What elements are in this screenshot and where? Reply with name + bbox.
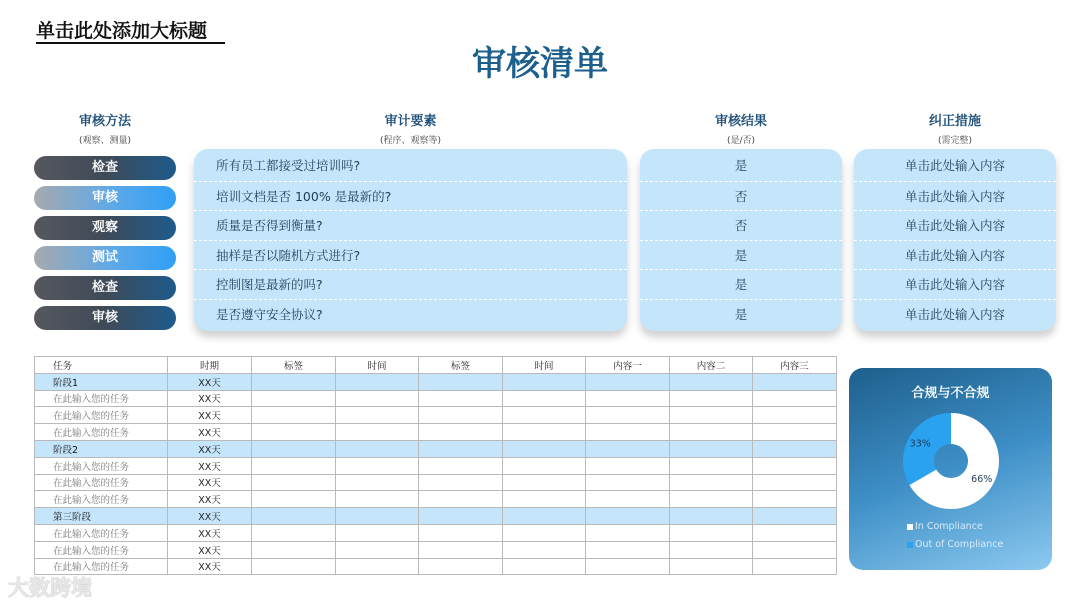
task-cell[interactable]: 阶段1 <box>35 373 168 390</box>
empty-cell[interactable] <box>503 424 586 441</box>
watermark-logo: 大数跨境 <box>8 576 92 600</box>
column-heading-title: 审核结果 <box>714 114 767 129</box>
empty-cell[interactable] <box>586 558 670 575</box>
empty-cell[interactable] <box>419 491 503 508</box>
audit-result[interactable]: 是 <box>734 158 748 173</box>
empty-cell[interactable] <box>670 457 753 474</box>
empty-cell[interactable] <box>252 524 336 541</box>
corrective-action[interactable]: 单击此处输入内容 <box>904 158 1005 173</box>
empty-cell[interactable] <box>670 424 753 441</box>
column-heading-element <box>194 110 627 146</box>
task-row <box>35 424 837 441</box>
table-header-cell: 内容三 <box>753 357 837 374</box>
empty-cell[interactable] <box>419 424 503 441</box>
empty-cell[interactable] <box>753 424 837 441</box>
legend-item-out-of-compliance <box>907 539 1003 550</box>
empty-cell[interactable] <box>670 390 753 407</box>
schedule-table <box>34 356 837 575</box>
empty-cell[interactable] <box>503 474 586 491</box>
empty-cell[interactable] <box>419 457 503 474</box>
table-header-cell: 内容二 <box>670 357 753 374</box>
column-heading-title: 纠正措施 <box>928 114 981 129</box>
task-cell[interactable]: 在此输入您的任务 <box>35 390 168 407</box>
page-title: 审核清单 <box>472 44 608 84</box>
task-row <box>35 491 837 508</box>
empty-cell[interactable] <box>753 508 837 525</box>
period-cell[interactable]: XX天 <box>168 474 252 491</box>
audit-result[interactable]: 否 <box>640 181 842 211</box>
empty-cell[interactable] <box>503 524 586 541</box>
empty-cell[interactable] <box>419 373 503 390</box>
table-header-row <box>35 357 837 374</box>
empty-cell[interactable] <box>252 407 336 424</box>
corrective-action[interactable]: 单击此处输入内容 <box>854 240 1056 270</box>
empty-cell[interactable] <box>670 508 753 525</box>
table-header-cell: 时期 <box>168 357 252 374</box>
legend-swatch <box>907 542 913 548</box>
task-cell[interactable]: 第三阶段 <box>35 508 168 525</box>
empty-cell[interactable] <box>336 474 419 491</box>
empty-cell[interactable] <box>586 373 670 390</box>
empty-cell[interactable] <box>419 440 503 457</box>
task-cell[interactable]: 阶段2 <box>35 440 168 457</box>
audit-question[interactable]: 质量是否得到衡量? <box>194 210 627 240</box>
empty-cell[interactable] <box>336 524 419 541</box>
column-heading-result <box>640 110 842 146</box>
task-row <box>35 474 837 491</box>
corrective-action[interactable]: 单击此处输入内容 <box>854 181 1056 211</box>
empty-cell[interactable] <box>753 491 837 508</box>
empty-cell[interactable] <box>336 491 419 508</box>
empty-cell[interactable] <box>503 373 586 390</box>
task-cell[interactable]: 在此输入您的任务 <box>35 457 168 474</box>
audit-question[interactable]: 抽样是否以随机方式进行? <box>194 240 627 270</box>
legend-label: In Compliance <box>915 521 983 532</box>
empty-cell[interactable] <box>336 424 419 441</box>
corrective-action[interactable]: 单击此处输入内容 <box>854 210 1056 240</box>
empty-cell[interactable] <box>586 541 670 558</box>
empty-cell[interactable] <box>753 457 837 474</box>
task-row <box>35 390 837 407</box>
empty-cell[interactable] <box>586 524 670 541</box>
empty-cell[interactable] <box>503 390 586 407</box>
empty-cell[interactable] <box>670 440 753 457</box>
table-header-cell: 时间 <box>336 357 419 374</box>
donut-data-label: 33% <box>909 438 931 450</box>
empty-cell[interactable] <box>252 390 336 407</box>
empty-cell[interactable] <box>503 541 586 558</box>
empty-cell[interactable] <box>670 491 753 508</box>
audit-result[interactable]: 是 <box>640 299 842 329</box>
empty-cell[interactable] <box>252 491 336 508</box>
empty-cell[interactable] <box>336 457 419 474</box>
empty-cell[interactable] <box>753 541 837 558</box>
empty-cell[interactable] <box>503 457 586 474</box>
empty-cell[interactable] <box>252 457 336 474</box>
empty-cell[interactable] <box>586 457 670 474</box>
empty-cell[interactable] <box>753 524 837 541</box>
column-heading-subtitle: (是/否) <box>726 136 756 146</box>
task-cell[interactable]: 在此输入您的任务 <box>35 558 168 575</box>
empty-cell[interactable] <box>419 407 503 424</box>
column-heading-title: 审核方法 <box>78 114 131 129</box>
column-heading-subtitle: (需完整) <box>937 136 973 146</box>
empty-cell[interactable] <box>753 407 837 424</box>
audit-result[interactable]: 是 <box>640 269 842 299</box>
table-header-cell: 任务 <box>35 357 168 374</box>
audit-result[interactable]: 是 <box>640 240 842 270</box>
task-cell[interactable]: 在此输入您的任务 <box>35 407 168 424</box>
table-header-cell: 时间 <box>503 357 586 374</box>
task-cell[interactable]: 在此输入您的任务 <box>35 491 168 508</box>
empty-cell[interactable] <box>336 373 419 390</box>
empty-cell[interactable] <box>252 541 336 558</box>
donut-data-label: 66% <box>971 473 993 485</box>
empty-cell[interactable] <box>503 558 586 575</box>
empty-cell[interactable] <box>503 407 586 424</box>
audit-elements-panel <box>194 149 627 331</box>
empty-cell[interactable] <box>419 508 503 525</box>
empty-cell[interactable] <box>670 524 753 541</box>
empty-cell[interactable] <box>586 508 670 525</box>
task-row <box>35 407 837 424</box>
empty-cell[interactable] <box>586 440 670 457</box>
empty-cell[interactable] <box>586 390 670 407</box>
method-pill-test[interactable]: 测试 <box>34 246 176 270</box>
task-row <box>35 558 837 575</box>
table-header-cell: 标签 <box>419 357 503 374</box>
empty-cell[interactable] <box>503 491 586 508</box>
period-cell[interactable]: XX天 <box>168 407 252 424</box>
empty-cell[interactable] <box>586 424 670 441</box>
period-cell[interactable]: XX天 <box>168 491 252 508</box>
empty-cell[interactable] <box>252 373 336 390</box>
empty-cell[interactable] <box>753 558 837 575</box>
empty-cell[interactable] <box>670 541 753 558</box>
empty-cell[interactable] <box>336 508 419 525</box>
method-pill-audit[interactable]: 审核 <box>34 186 176 210</box>
empty-cell[interactable] <box>670 373 753 390</box>
method-pill-audit[interactable]: 审核 <box>34 306 176 330</box>
audit-question[interactable]: 是否遵守安全协议? <box>194 299 627 329</box>
task-cell[interactable]: 在此输入您的任务 <box>35 474 168 491</box>
audit-results-panel <box>640 149 842 331</box>
audit-question[interactable]: 培训文档是否 100% 是最新的? <box>194 181 627 211</box>
corner-title[interactable]: 单击此处添加大标题 <box>36 20 208 42</box>
empty-cell[interactable] <box>336 390 419 407</box>
corrective-action[interactable]: 单击此处输入内容 <box>854 269 1056 299</box>
empty-cell[interactable] <box>419 558 503 575</box>
corrective-action[interactable]: 单击此处输入内容 <box>854 299 1056 329</box>
task-cell[interactable]: 在此输入您的任务 <box>35 424 168 441</box>
empty-cell[interactable] <box>670 558 753 575</box>
empty-cell[interactable] <box>586 491 670 508</box>
audit-question[interactable]: 控制图是最新的吗? <box>194 269 627 299</box>
empty-cell[interactable] <box>252 474 336 491</box>
column-heading-title: 审计要素 <box>384 114 437 129</box>
stage-row <box>35 373 837 390</box>
period-cell[interactable]: XX天 <box>168 440 252 457</box>
compliance-chart-card <box>849 368 1052 570</box>
empty-cell[interactable] <box>753 390 837 407</box>
empty-cell[interactable] <box>586 407 670 424</box>
period-cell[interactable]: XX天 <box>168 424 252 441</box>
empty-cell[interactable] <box>252 440 336 457</box>
empty-cell[interactable] <box>503 440 586 457</box>
period-cell[interactable]: XX天 <box>168 457 252 474</box>
stage-row <box>35 508 837 525</box>
empty-cell[interactable] <box>336 440 419 457</box>
empty-cell[interactable] <box>252 558 336 575</box>
empty-cell[interactable] <box>336 558 419 575</box>
period-cell[interactable]: XX天 <box>168 558 252 575</box>
empty-cell[interactable] <box>419 524 503 541</box>
empty-cell[interactable] <box>252 424 336 441</box>
method-pill-observe[interactable]: 观察 <box>34 216 176 240</box>
period-cell[interactable]: XX天 <box>168 373 252 390</box>
empty-cell[interactable] <box>336 407 419 424</box>
empty-cell[interactable] <box>252 508 336 525</box>
empty-cell[interactable] <box>586 474 670 491</box>
empty-cell[interactable] <box>670 407 753 424</box>
stage-row <box>35 440 837 457</box>
period-cell[interactable]: XX天 <box>168 541 252 558</box>
legend-item-in-compliance <box>907 521 983 532</box>
task-row <box>35 457 837 474</box>
task-row <box>35 524 837 541</box>
empty-cell[interactable] <box>753 474 837 491</box>
column-heading-method <box>34 110 176 146</box>
corrective-actions-panel <box>854 149 1056 331</box>
empty-cell[interactable] <box>753 440 837 457</box>
table-header-cell: 内容一 <box>586 357 670 374</box>
audit-result[interactable]: 否 <box>640 210 842 240</box>
period-cell[interactable]: XX天 <box>168 390 252 407</box>
period-cell[interactable]: XX天 <box>168 524 252 541</box>
column-heading-subtitle: (观察、测量) <box>78 136 132 146</box>
empty-cell[interactable] <box>753 373 837 390</box>
table-header-cell: 标签 <box>252 357 336 374</box>
method-pill-inspect[interactable]: 检查 <box>34 156 176 180</box>
empty-cell[interactable] <box>419 541 503 558</box>
empty-cell[interactable] <box>336 541 419 558</box>
empty-cell[interactable] <box>670 474 753 491</box>
audit-question[interactable]: 所有员工都接受过培训吗? <box>216 158 361 173</box>
method-pill-inspect[interactable]: 检查 <box>34 276 176 300</box>
empty-cell[interactable] <box>419 474 503 491</box>
legend-label: Out of Compliance <box>915 539 1004 550</box>
column-heading-correction <box>854 110 1056 146</box>
period-cell[interactable]: XX天 <box>168 508 252 525</box>
task-row <box>35 541 837 558</box>
empty-cell[interactable] <box>419 390 503 407</box>
legend-swatch <box>907 524 913 530</box>
empty-cell[interactable] <box>503 508 586 525</box>
column-heading-subtitle: (程序、观察等) <box>379 136 442 146</box>
task-cell[interactable]: 在此输入您的任务 <box>35 541 168 558</box>
task-cell[interactable]: 在此输入您的任务 <box>35 524 168 541</box>
chart-title: 合规与不合规 <box>911 386 990 401</box>
